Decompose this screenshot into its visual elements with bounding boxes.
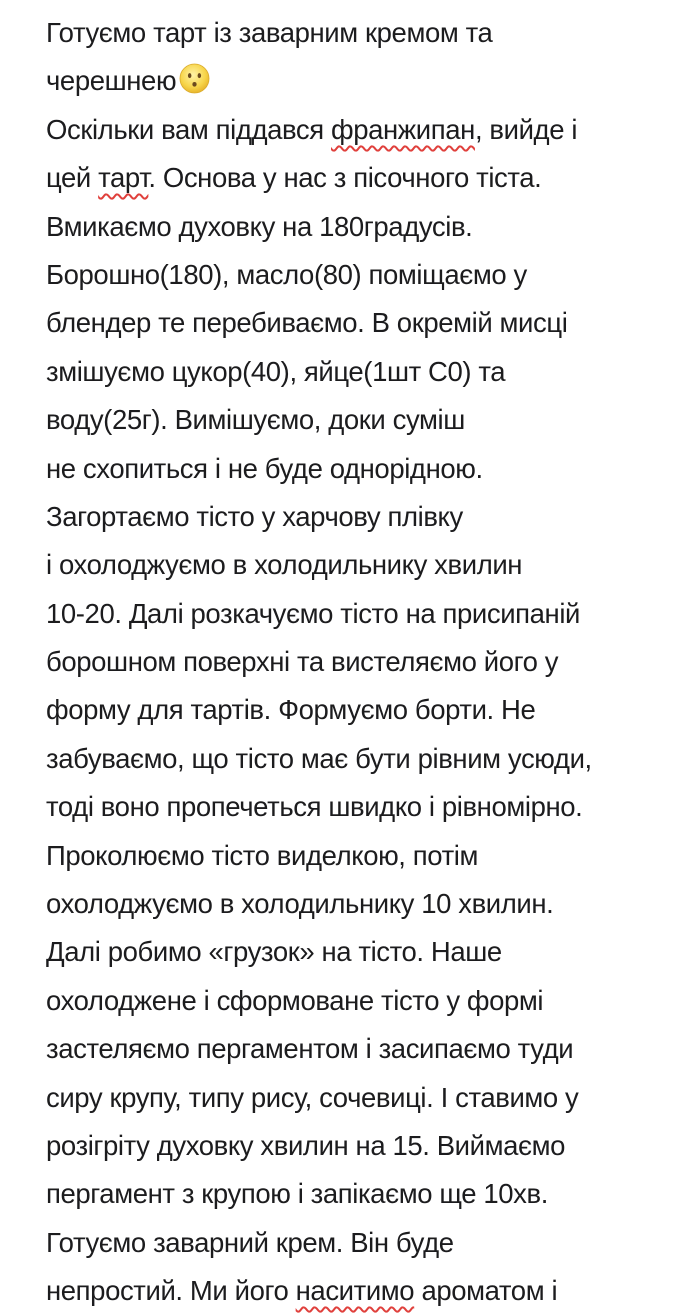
line-text-before: цей bbox=[46, 162, 99, 194]
note-line[interactable] bbox=[46, 1219, 700, 1267]
note-line[interactable] bbox=[46, 445, 700, 493]
line-text-before: непростий. Ми його bbox=[46, 1275, 296, 1307]
line-text-after: , вийде і bbox=[474, 113, 578, 145]
note-line[interactable] bbox=[46, 638, 700, 686]
line-text: блендер те перебиваємо. В окремій мисці bbox=[46, 307, 568, 339]
note-line[interactable] bbox=[46, 1025, 700, 1073]
note-line[interactable] bbox=[46, 251, 700, 299]
line-text: сиру крупу, типу рису, сочевиці. І ставимо у bbox=[46, 1081, 579, 1113]
line-text: черешнею bbox=[46, 65, 177, 97]
misspelled-word[interactable]: наситимо bbox=[295, 1275, 415, 1307]
line-text: форму для тартів. Формуємо борти. Не bbox=[46, 694, 536, 726]
note-line[interactable] bbox=[46, 154, 700, 202]
note-line[interactable] bbox=[46, 1267, 700, 1315]
line-text: Далі робимо «грузок» на тісто. Наше bbox=[46, 936, 502, 968]
note-line[interactable] bbox=[46, 299, 700, 347]
line-text: тоді воно пропечеться швидко і рівномірно. bbox=[46, 791, 583, 823]
line-text: охолоджене і сформоване тісто у формі bbox=[46, 984, 544, 1016]
note-line[interactable] bbox=[46, 832, 700, 880]
note-line[interactable] bbox=[46, 880, 700, 928]
note-line[interactable] bbox=[46, 783, 700, 831]
line-text: пергамент з крупою і запікаємо ще 10хв. bbox=[46, 1178, 548, 1210]
line-text: Загортаємо тісто у харчову плівку bbox=[46, 500, 463, 532]
line-text-before: Оскільки вам піддався bbox=[46, 113, 331, 145]
line-text: Готуємо заварний крем. Він буде bbox=[46, 1226, 454, 1258]
note-line[interactable] bbox=[46, 348, 700, 396]
note-line[interactable] bbox=[46, 493, 700, 541]
line-text: воду(25г). Вимішуємо, доки суміш bbox=[46, 404, 465, 436]
note-line[interactable] bbox=[46, 928, 700, 976]
line-text: Вмикаємо духовку на 180градусів. bbox=[46, 210, 473, 242]
line-text: 10-20. Далі розкачуємо тісто на присипаній bbox=[46, 597, 580, 629]
note-line[interactable] bbox=[46, 541, 700, 589]
line-text: Готуємо тарт із заварним кремом та bbox=[46, 17, 493, 48]
note-line[interactable] bbox=[46, 396, 700, 444]
line-text: не схопиться і не буде однорідною. bbox=[46, 452, 483, 484]
note-line[interactable] bbox=[46, 57, 700, 105]
note-line[interactable] bbox=[46, 9, 700, 57]
note-line[interactable] bbox=[46, 1074, 700, 1122]
note-line[interactable] bbox=[46, 1170, 700, 1218]
line-text-after: . Основа у нас з пісочного тіста. bbox=[148, 162, 542, 194]
hushed-face-emoji bbox=[179, 63, 210, 94]
line-text: забуваємо, що тісто має бути рівним усюди, bbox=[46, 742, 592, 774]
note-line[interactable] bbox=[46, 203, 700, 251]
note-line[interactable] bbox=[46, 106, 700, 154]
line-text: борошном поверхні та вистеляємо його у bbox=[46, 646, 559, 678]
line-text: Проколюємо тісто виделкою, потім bbox=[46, 839, 478, 871]
line-text: Борошно(180), масло(80) поміщаємо у bbox=[46, 258, 527, 290]
misspelled-word[interactable]: тарт bbox=[98, 162, 149, 194]
note-line[interactable] bbox=[46, 686, 700, 734]
line-text: змішуємо цукор(40), яйце(1шт С0) та bbox=[46, 355, 506, 387]
line-text: розігріту духовку хвилин на 15. Виймаємо bbox=[46, 1129, 566, 1161]
line-text: охолоджуємо в холодильнику 10 хвилин. bbox=[46, 888, 554, 920]
line-text-after: ароматом і bbox=[414, 1275, 558, 1307]
line-text: застеляємо пергаментом і засипаємо туди bbox=[46, 1033, 574, 1065]
note-line[interactable] bbox=[46, 1122, 700, 1170]
note-line[interactable] bbox=[46, 590, 700, 638]
note-line[interactable] bbox=[46, 977, 700, 1025]
misspelled-word[interactable]: франжипан bbox=[331, 113, 475, 145]
note-line[interactable] bbox=[46, 735, 700, 783]
line-text: і охолоджуємо в холодильнику хвилин bbox=[46, 549, 523, 581]
